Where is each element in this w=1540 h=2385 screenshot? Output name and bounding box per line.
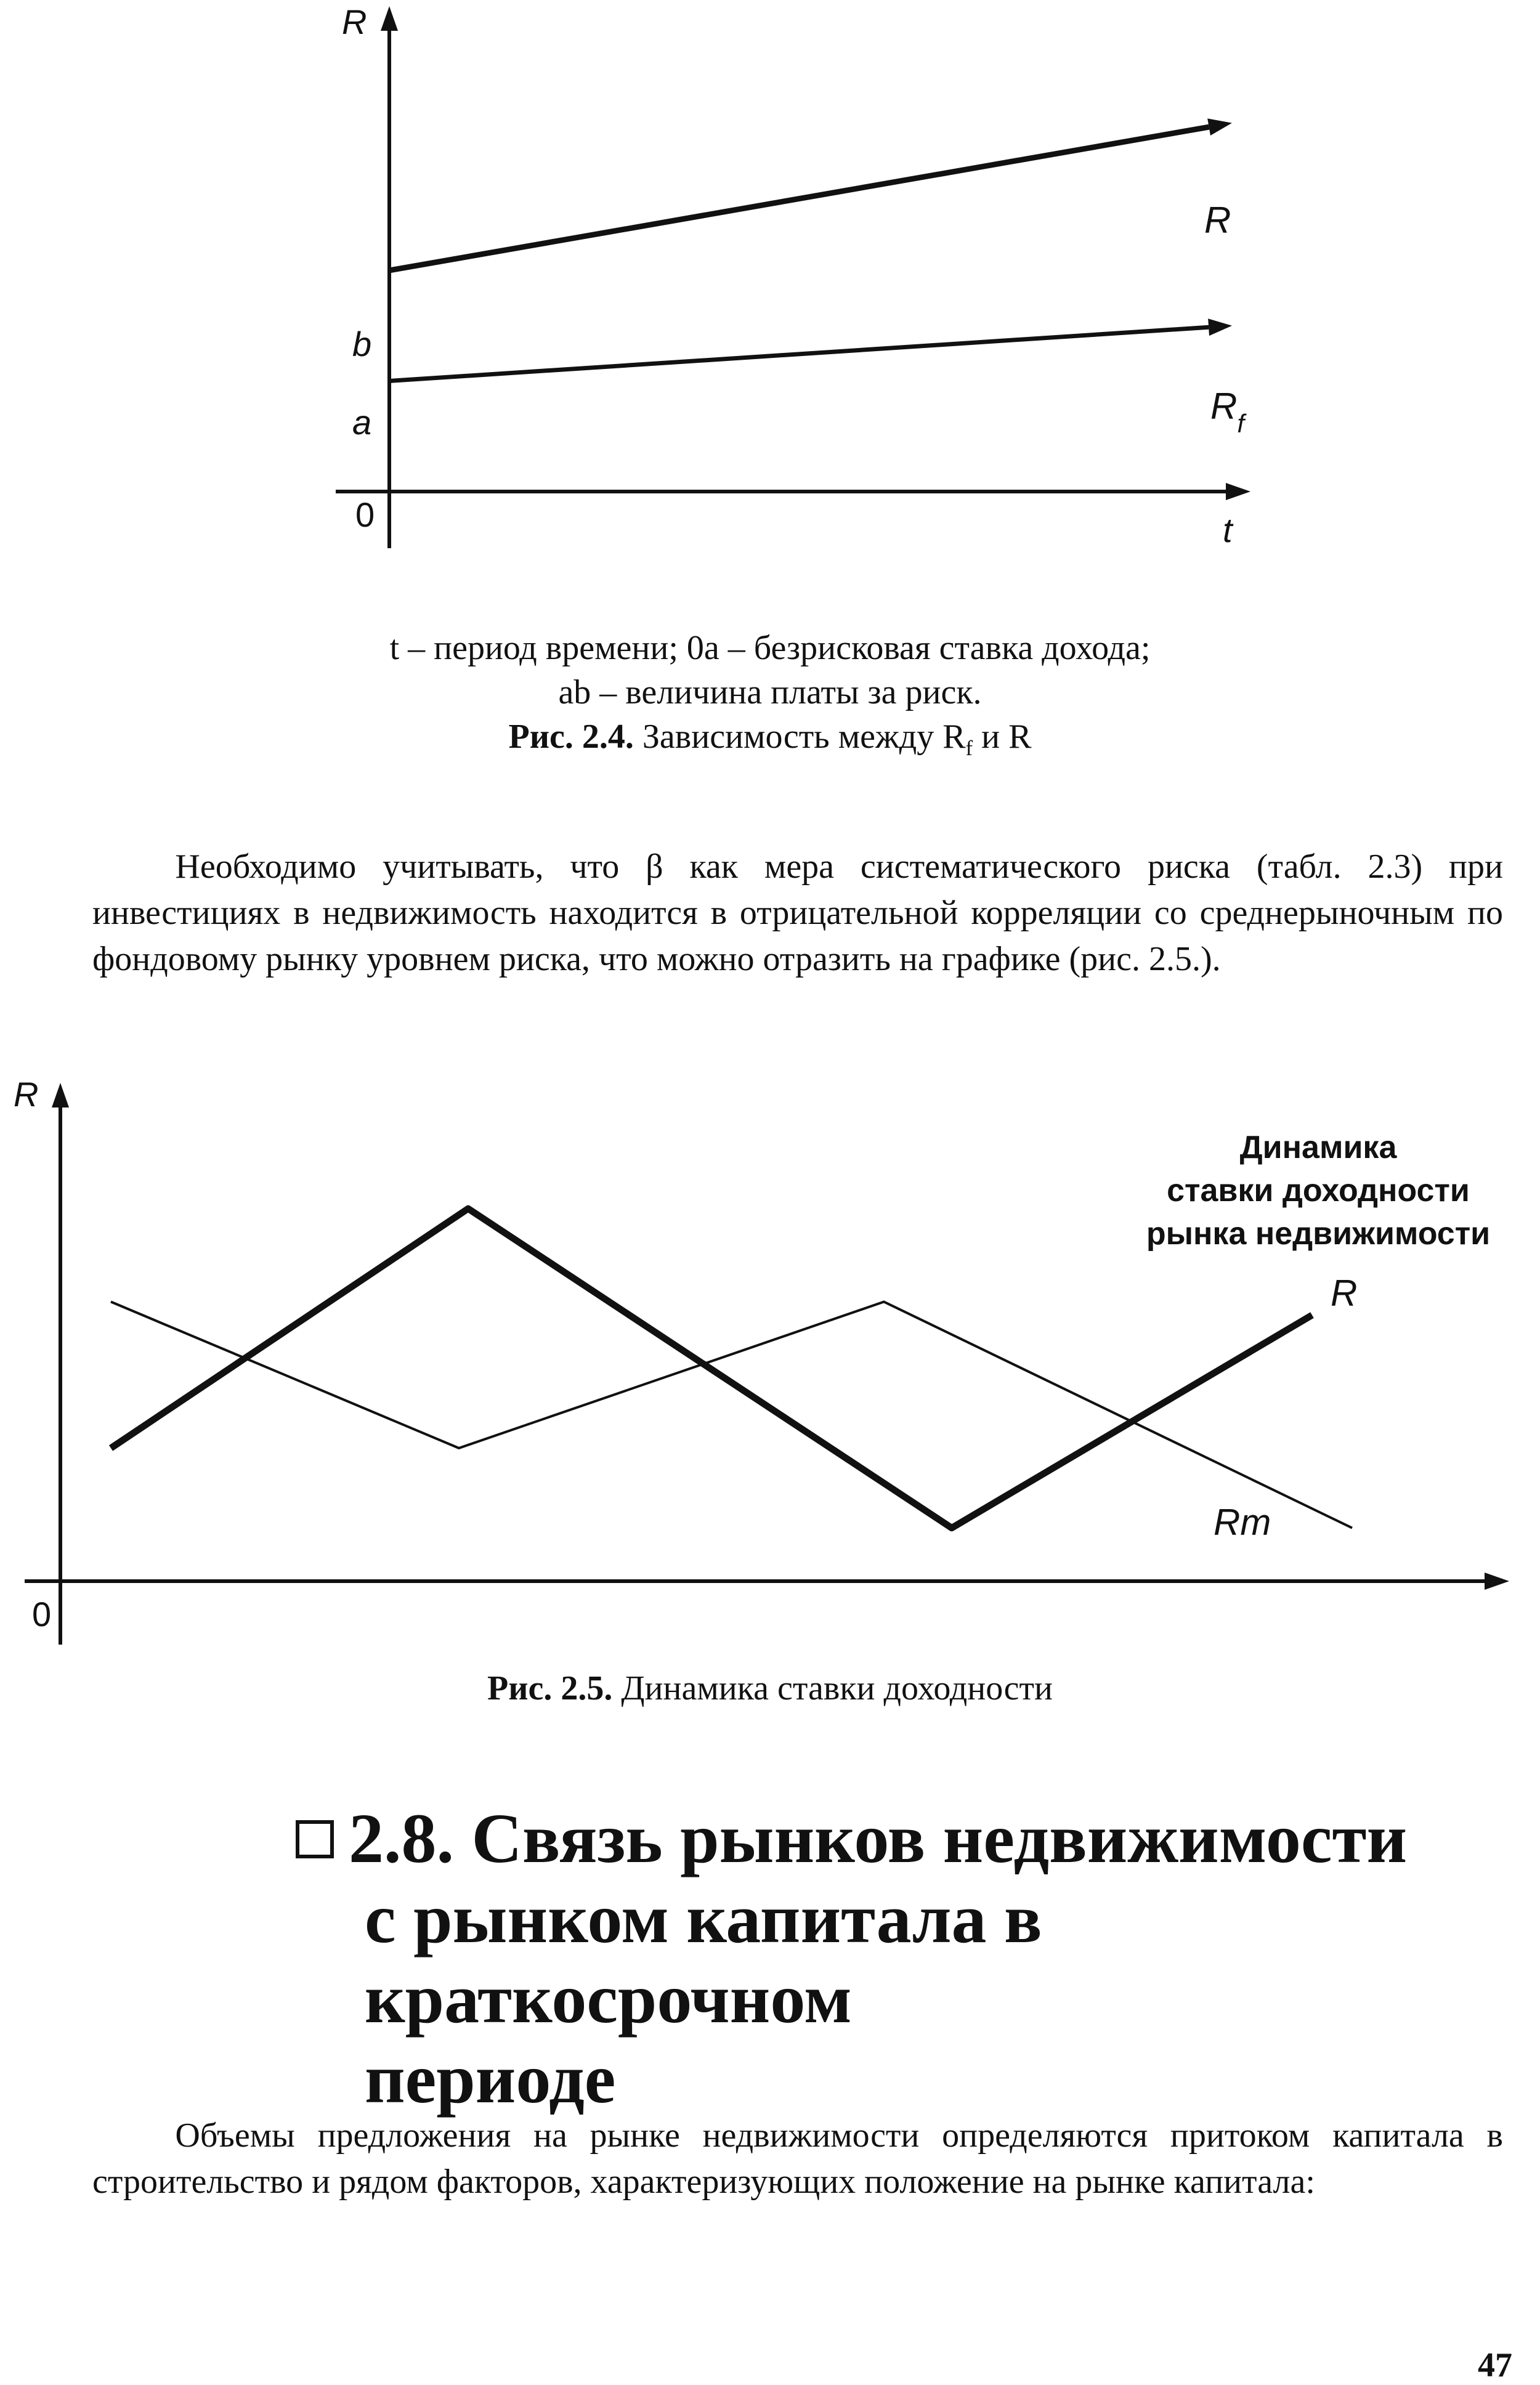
paragraph-1 — [92, 844, 1503, 982]
fig2-caption-number: Рис. 2.5. — [487, 1669, 613, 1707]
fig1-y-axis-arrow — [381, 6, 398, 31]
paragraph-2 — [92, 2113, 1503, 2205]
fig1-label-a: a — [352, 403, 372, 442]
page-number: 47 — [1478, 2346, 1512, 2384]
fig2-origin-label: 0 — [32, 1595, 52, 1634]
fig2-caption-text: Динамика ставки доходности — [612, 1669, 1053, 1707]
fig2-annotation-line3: рынка недвижимости — [1146, 1216, 1491, 1252]
fig1-caption-line1: t – период времени; 0a – безрисковая ставка дохода; — [389, 629, 1151, 667]
fig2-series-rm-line — [111, 1302, 1352, 1528]
section-heading — [296, 1799, 1497, 2119]
fig1-caption — [0, 626, 1540, 771]
fig1-x-axis-arrow — [1226, 483, 1250, 500]
fig2-series-group — [111, 1209, 1352, 1528]
fig1-caption-end: и R — [973, 718, 1032, 756]
fig1-caption-line2: ab – величина платы за риск. — [558, 673, 982, 711]
fig1-label-b: b — [352, 325, 372, 363]
fig2-series-r-line — [111, 1209, 1312, 1528]
paragraph-2-text: Объемы предложения на рынке недвижимости определяются притоком капитала в строительство и рядом факторов, характеризующих положение на рынке капитала: — [92, 2116, 1503, 2201]
fig1-caption-text: Зависимость между R — [633, 718, 966, 756]
fig2-y-axis-arrow — [52, 1083, 69, 1107]
fig1-series-rf-line — [389, 327, 1209, 381]
section-number-title: 2.8. Связь рынков недвижимости — [349, 1799, 1408, 1877]
fig1-y-axis-label: R — [342, 2, 367, 41]
fig2-caption — [0, 1666, 1540, 1711]
fig1-series-r-label: R — [1204, 200, 1231, 241]
fig2-annotation-line1: Динамика — [1239, 1130, 1397, 1165]
checkbox-square-icon — [296, 1820, 334, 1858]
fig2-y-axis-label: R — [14, 1075, 39, 1114]
fig2-annotation-line2: ставки доходности — [1167, 1173, 1470, 1209]
fig2-series-r-label: R — [1331, 1273, 1358, 1314]
fig1-series-r-line — [389, 127, 1209, 270]
fig1-caption-number: Рис. 2.4. — [508, 718, 634, 756]
section-heading-line1 — [296, 1799, 1497, 1879]
paragraph-1-text: Необходимо учитывать, что β как мера систематического риска (табл. 2.3) при инвестициях в недвижимость находится в отрицательной корреляции со среднерыночным по фондовому рынку уровнем риска, что можно отразить на графике (рис. 2.5.). — [92, 848, 1503, 978]
fig1-caption-sub: f — [965, 736, 973, 761]
figure-2-5 — [0, 1072, 1540, 1651]
section-heading-line2: с рынком капитала в краткосрочном — [365, 1879, 1042, 2038]
section-heading-line3: периоде — [365, 2039, 616, 2118]
figure-2-4 — [0, 0, 1540, 573]
fig1-caption-line3 — [0, 715, 1540, 771]
fig2-x-axis-arrow — [1485, 1573, 1509, 1590]
fig1-series-rf-label: $R_f$ — [1210, 386, 1245, 438]
fig2-series-rm-label: Rm — [1214, 1502, 1271, 1543]
fig1-x-axis-label: t — [1223, 511, 1233, 549]
fig1-origin-label: 0 — [355, 495, 375, 534]
fig1-series-r-arrow — [1207, 118, 1232, 136]
fig1-series-rf-arrow — [1208, 318, 1232, 336]
